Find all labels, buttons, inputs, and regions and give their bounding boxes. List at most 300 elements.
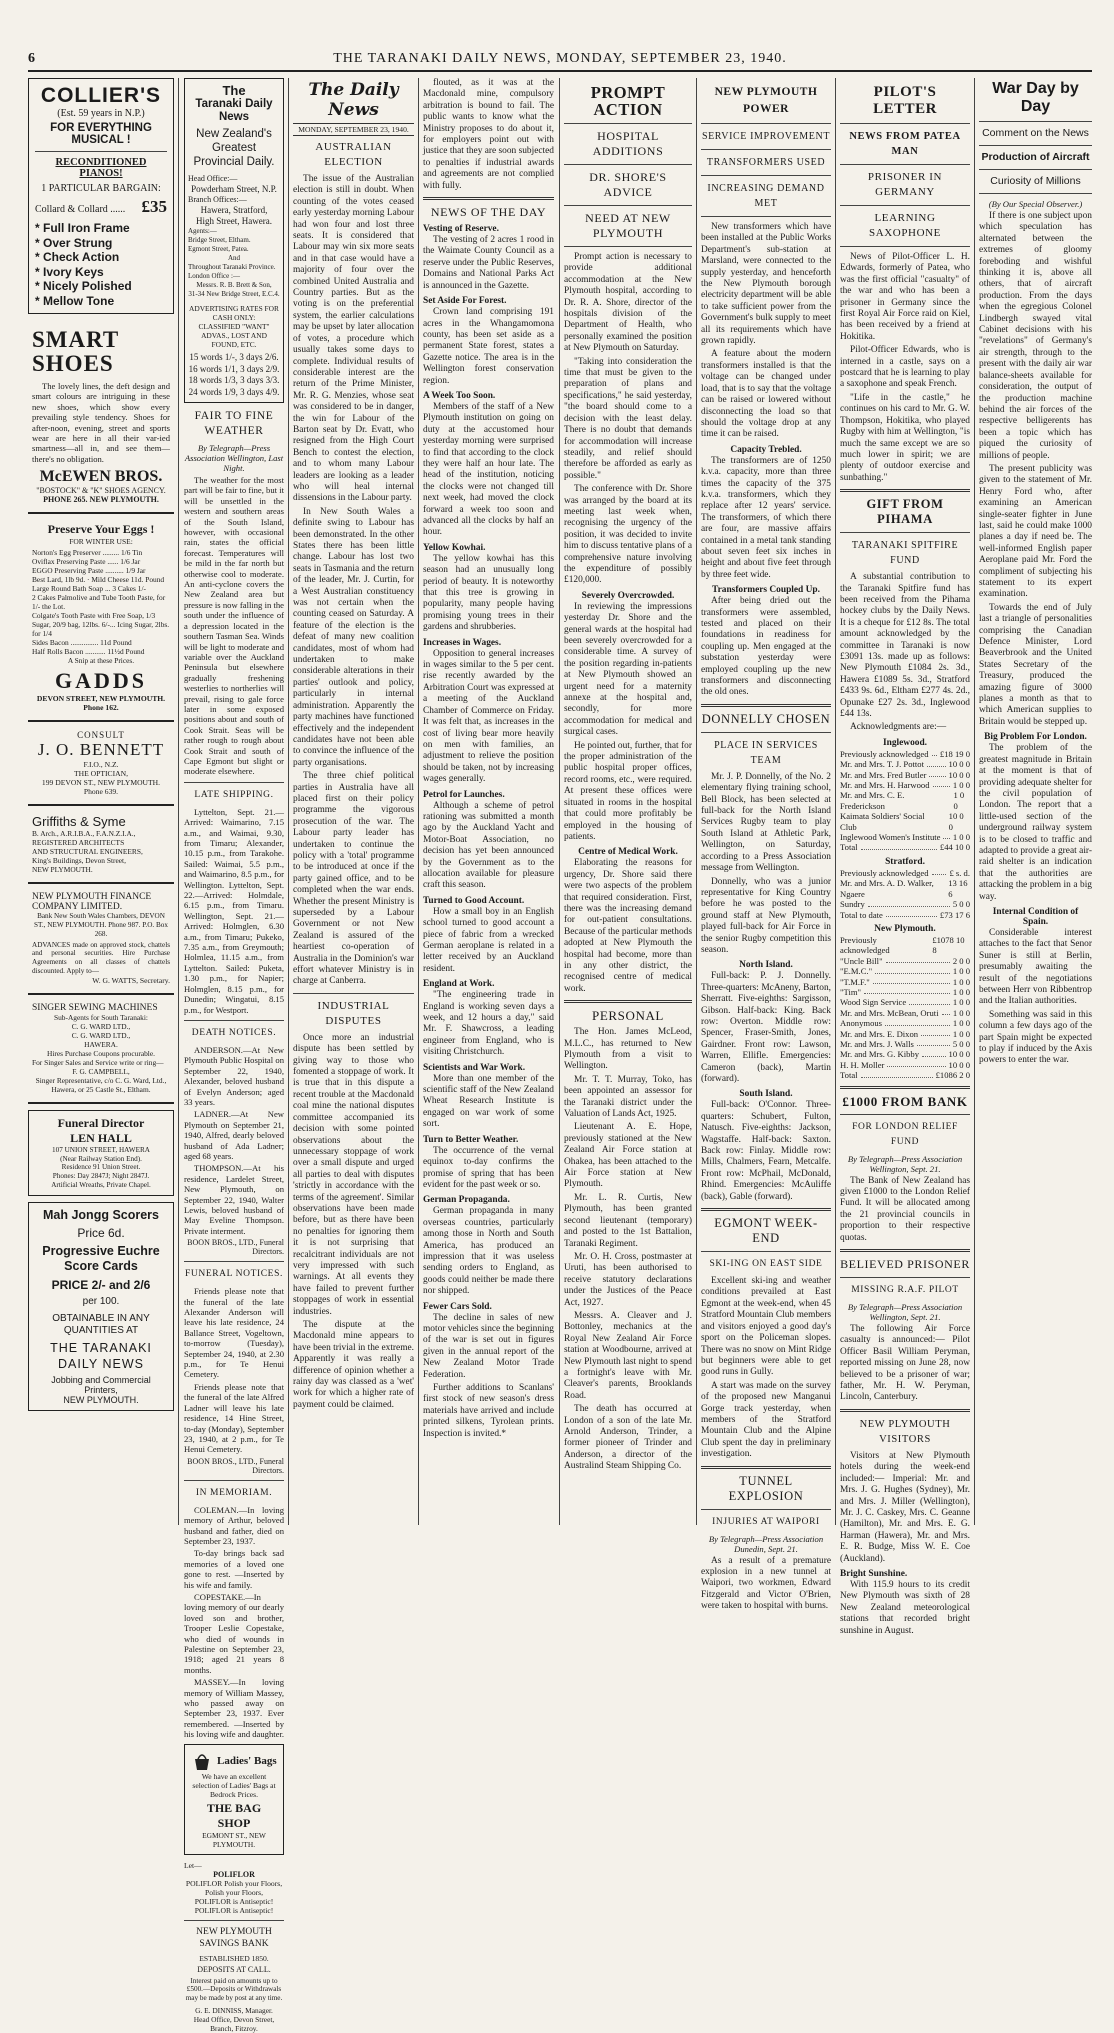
poliflor-line: POLIFLOR	[213, 1869, 255, 1879]
page-masthead	[28, 50, 1092, 72]
eggs-line: Sides Bacon ............... 11d Pound	[32, 638, 132, 648]
article-paragraph: Pilot-Officer Edwards, who is interned in a castle, says on a postcard that he is learning to play a saxophone and speak French.	[840, 345, 970, 390]
war-day-headline: War Day by Day	[992, 80, 1079, 115]
war-day-subhead: Comment on the News	[982, 127, 1089, 139]
shipping-text: Lyttelton, Sept. 21.—Arrived: Waimarino, 7.15 a.m., and Waimai, 9.30, from Timaru; Alexander, 10.15 p.m., from Tarakohe. Sailed: Waimai, 5.5 p.m., and Waimarino, 8.5 p.m., for Wellington. Lyttelton, Sept. 22.—Arrived: Holmdale, 6.15 p.m., from Timaru. Wellington, Sept. 21.—Arrived: Holmglen, 6.30 a.m., from Timaru; Pukeko, 7.35 a.m., from Greymouth; Holmlea, 11.15 a.m., from Lyttelton. Sailed: Puketa, 1.30 p.m., for Napier; Holmglen, 8.15 p.m., for Dunedin; Wingatui, 8.15 p.m., for Westport.	[184, 806, 284, 1015]
colliers-ad	[28, 78, 174, 314]
column-rule	[974, 78, 975, 1525]
savings-bank-ad	[184, 1926, 284, 2033]
article-paragraph: After being dried out the transformers were assembled, tested and placed on their foundations in readiness for coupling up. Men engaged at the substation yesterday were employed coupling up the new transformers and disconnecting the old ones.	[701, 596, 831, 698]
column-rule	[178, 78, 179, 1525]
personal-item: Mr. T. T. Murray, Toko, has been appointed an assessor for the Taranaki district under the Valuation of Lands Act, 1925.	[564, 1074, 692, 1120]
article-paragraph: With 115.9 hours to its credit New Plymouth was sixth of 28 New Zealand meteorological stations that recorded bright sunshine in August.	[840, 1579, 970, 1636]
funeral-headline: FUNERAL NOTICES.	[185, 1269, 283, 1280]
article-paragraph: "Taking into consideration the time that must be given to the preparation of plans and specifications," he said yesterday, "the board should come to a decision with the least delay. There is no doubt that demands for accommodation will increase steadily, and relief should therefore be afforded as early as possible."	[564, 356, 692, 481]
fund-row: Previously acknowledged £18 19 0	[840, 748, 970, 759]
fund-row: Wood Sign Service 1 0 0	[840, 997, 970, 1008]
poliflor-line: Let—	[184, 1860, 202, 1870]
death-notice: LADNER.—At New Plymouth on September 21, 1940, Alfred, dearly beloved husband of Ada Ladner; aged 68 years.	[184, 1109, 284, 1161]
memoriam-notice: COPESTAKE.—In loving memory of our dearly loved son and brother, Trooper Leslie Copestake, who died of wounds in Palestine on September 23, 1918; aged 21 years 8 months.	[184, 1591, 284, 1675]
fund-row: Total £1086 2 0	[840, 1070, 970, 1081]
bag-shop-text: We have an excellent selection of Ladies' Bags at Bedrock Prices.	[192, 1771, 276, 1799]
hospital-subhead: NEED AT NEW PLYMOUTH	[585, 211, 671, 240]
savings-line: Interest paid on amounts up to £500.—Deposits or Withdrawals may be made by post at any time.	[185, 1976, 283, 2003]
singer-line: For Singer Sales and Service write or ring—	[32, 1057, 164, 1067]
bennett-name: J. O. BENNETT	[37, 740, 165, 760]
news-item-text: More than one member of the scientific staff of the New Zealand Wheat Research Institute is engaged on war work of some sort.	[423, 1073, 554, 1130]
bennett-consult: CONSULT	[77, 730, 125, 741]
news-item-heading: Fewer Cars Sold.	[423, 1301, 492, 1312]
eggs-line: Sugar, 20/9 bag, 12lbs. 6/-... Icing Sugar, 2lbs. for 1/4	[32, 620, 170, 639]
office-line: Egmont Street, Patea.	[188, 245, 249, 253]
eggs-line: Best Lard, 1lb 9d. · Mild Cheese 11d. Pound	[32, 575, 165, 585]
article-paragraph: Towards the end of July last a triangle of personalities comprising the Canadian Defence Minister, Lord Beaverbrook and the United States Secretary of the Treasury, produced the amazing figure of 3000 planes a month as that to which American supplies to Britain would be stepped up.	[979, 602, 1092, 727]
funeral-line: (Near Railway Station End).	[60, 1154, 142, 1163]
fund-subheading: New Plymouth.	[874, 923, 936, 934]
rate-line: 18 words 1/3, 3 days 3/3.	[188, 375, 280, 385]
news-item-text: "The engineering trade in England is working seven days a week, and 12 hours a day," said Mr. F. Shawcross, a leading engineer from England, who is visiting Christchurch.	[423, 990, 554, 1058]
fund-row: Mr. and Mrs. McBean, Oruti 1 0 0	[840, 1007, 970, 1018]
article-paragraph: Donnelly, who was a junior representative for King Country before he was posted to the ground staff at New Plymouth, played full-back for Air Force in the senior Rugby competition this season.	[701, 876, 831, 955]
singer-name: SINGER SEWING MACHINES	[32, 1002, 158, 1013]
eggs-line: EGGO Preserving Paste .......... 1/9 Jar	[32, 566, 146, 576]
news-item-text: Further additions to Scanlans' first stock of new season's dress materials have arrived and include printed silkens, Tyrolean prints. Inspection is invited.*	[423, 1383, 554, 1439]
news-item-text: The occurrence of the vernal equinox to-day confirms the promise of spring that has been evident for the past week or so.	[423, 1145, 554, 1190]
disputes-headline: INDUSTRIAL DISPUTES	[317, 999, 390, 1027]
fund-row: H. H. Moller 10 0 0	[840, 1059, 970, 1070]
singer-line: C. G. WARD LTD.,	[71, 1021, 131, 1031]
fund-subheading: Inglewood.	[882, 737, 928, 748]
funeral-director-title: Funeral Director	[57, 1115, 145, 1130]
adv-rates-sub: CLASSIFIED "WANT" ADVAS., LOST AND FOUND, ETC.	[198, 322, 270, 349]
fund-row: Mr. and Mrs. J. Walls 5 0 0	[840, 1038, 970, 1049]
article-subheading: Bright Sunshine.	[840, 1568, 908, 1579]
article-paragraph: The three chief political parties in Australia have all placed first on their policy programme the vigorous prosecution of the war. The Labour party leader has undertaken to continue the policy with a 'total' programme to be introduced at once if the party gained office, and to be completed when the war ends. Whether the present Ministry is superseded by a Labour Government or not New Zealand is assured of the heartiest co-operation of Australia in the Dominion's war effort whatever Ministry is in charge at Canberra.	[293, 771, 414, 987]
news-item-text: The decline in sales of new motor vehicles since the beginning of the war is set out in figures given in the annual report of the New Zealand Motor Trade Federation.	[423, 1312, 554, 1380]
paper-title-line2: Taranaki Daily News	[195, 98, 273, 123]
power-subhead: INCREASING DEMAND MET	[707, 183, 825, 209]
paper-title-line3: New Zealand's Greatest Provincial Daily.	[193, 128, 275, 168]
article-subheading: South Island.	[739, 1089, 793, 1100]
article-paragraph: Visitors at New Plymouth hotels during the week-end included:— Imperial: Mr. and Mrs. J. G. Hughes (Sydney), Mr. and Mrs. J. Miller (Wellington), Mr. J. C. Caskey, Mrs. C. Geanne (Hamilton), Mr. and Mrs. E. G. Harman (Hawera), Mr. and Mrs. E. R. Budge, Miss W. E. Coe (Auckland).	[840, 1450, 970, 1564]
election-headline: AUSTRALIAN ELECTION	[315, 141, 392, 168]
pilot-letter-subhead: PRISONER IN GERMANY	[867, 171, 943, 198]
office-line: Head Office:—	[188, 174, 238, 183]
news-item-text: The yellow kowhai has this season had an unusually long period of beauty. It is noteworthy that this tree is growing in popularity, many people having promising young trees in their gardens and shrubberies.	[423, 553, 554, 633]
office-line: Hawera, Stratford,	[200, 205, 268, 215]
colliers-tagline-1: FOR EVERYTHING	[50, 122, 152, 134]
editorial-masthead: The Daily News	[308, 80, 399, 120]
death-notice: THOMPSON.—At his residence, Lardelet Street, New Plymouth, on September 22, 1940, Walter Lewis, beloved husband of May Eveline Thompson. Private interment.	[184, 1163, 284, 1236]
fund-row: Mr. and Mrs. A. D. Walker, Ngaere 13 16 6	[840, 878, 968, 899]
news-item-text: Opposition to general increases in wages similar to the 5 per cent. rise recently awarded by the Arbitration Court was expressed at a meeting of the Auckland Chamber of Commerce on Friday. It was felt that, as increases in the cost of living bear more heavily on men with families, an adjustment to relieve the position should be taken, not by increasing wages generally.	[423, 648, 554, 785]
power-subhead: TRANSFORMERS USED	[706, 157, 826, 168]
griffiths-line: B. Arch., A.R.I.B.A., F.A.N.Z.I.A.,	[32, 829, 136, 839]
bennett-quals: F.I.O., N.Z.	[83, 760, 119, 770]
boon-signature: BOON BROS., LTD., Funeral Directors.	[187, 1238, 284, 1257]
fund-row: Mr. and Mrs. G. Kibby 10 0 0	[840, 1049, 970, 1060]
column-rule	[835, 78, 836, 1525]
news-item-heading: German Propaganda.	[423, 1195, 510, 1206]
memoriam-notice: To-day brings back sad memories of a loved one gone to rest. —Inserted by his wife and family.	[184, 1548, 284, 1590]
paper-info-box	[184, 78, 284, 403]
funeral-line: 107 UNION STREET, HAWERA	[52, 1145, 150, 1154]
singer-line: Singer Representative, c/o C. G. Ward, Ltd., Hawera, or 25 Castle St., Eltham.	[35, 1075, 167, 1094]
shoes-firm: McEWEN BROS.	[39, 468, 163, 486]
colliers-piano: Collard & Collard ......	[35, 204, 126, 215]
bennett-addr: 199 DEVON ST., NEW PLYMOUTH.	[41, 778, 161, 788]
shoes-title: SMART SHOES	[32, 327, 119, 376]
column-rule	[418, 78, 419, 1525]
fund-row: Mr. and Mrs. T. J. Pottot 10 0 0	[840, 759, 970, 770]
hospital-subhead: DR. SHORE'S ADVICE	[589, 170, 667, 199]
column-pilot-letter	[840, 78, 970, 1636]
news-item-text: German propaganda in many overseas countries, particularly among those in North and South America, has produced an impression that it was useless sending orders to England, as goods could neither be made there nor shipped.	[423, 1206, 554, 1297]
boon-signature: BOON BROS., LTD., Funeral Directors.	[187, 1456, 284, 1475]
shoes-phone: PHONE 265. NEW PLYMOUTH.	[43, 495, 159, 505]
funeral-notice: Friends please note that the funeral of the late Alfred Ladner will leave his late residence, 14 Hine Street, to-day (Monday), September 23, 1940, at 2 p.m., for Te Henui Cemetery.	[184, 1381, 284, 1455]
article-paragraph: The issue of the Australian election is still in doubt. When counting of the votes ceased early yesterday morning Labour had won four and lost three seats. It is considered that Labour may win six more seats and in that case would have a majority of four over the combined United Australia and Country parties. But as the voting is on the preferential system, the earlier calculations may be upset by later allocation of votes, a procedure which usually takes some days to complete. Individual results of considerable interest are the return of the Prime Minister, Mr. R. G. Menzies, whose seat was considered to be in danger, the win for Labour of the Barton seat by Dr. Evatt, who resigned from the High Court Bench to contest the election, and to whom many Labour leaders are looking as a leader who will heal internal dissensions in the Labour party.	[293, 174, 414, 504]
pilot-letter-subhead: NEWS FROM PATEA MAN	[849, 131, 961, 157]
fund-row: Previously acknowledged £ s. d.	[840, 867, 970, 878]
donnelly-subhead: PLACE IN SERVICES TEAM	[714, 739, 818, 766]
personal-item: Mr. O. H. Cross, postmaster at Uruti, has been authorised to receive statutory declarations under the Justices of the Peace Act, 1927.	[564, 1251, 692, 1308]
article-paragraph: The dispute at the Macdonald mine appears to have been trivial in the extreme. Apparently it was really a difference of opinion whether a rainy day was classed as a 'wet' work for which a higher rate of payment could be claimed.	[293, 1320, 414, 1410]
gift-headline: GIFT FROM PIHAMA	[866, 497, 944, 527]
colliers-bargain: 1 PARTICULAR BARGAIN:	[41, 183, 161, 194]
death-notice: ANDERSON.—At New Plymouth Public Hospital on September 22, 1940, Alexander, beloved husband of Evelyn Anderson; aged 33 years.	[184, 1044, 284, 1107]
office-line: Branch Offices:—	[188, 195, 247, 204]
hospital-headline: PROMPT ACTION	[590, 83, 666, 119]
colliers-est: (Est. 59 years in N.P.)	[57, 108, 145, 119]
personal-headline: PERSONAL	[592, 1008, 664, 1024]
singer-line: HAWERA.	[84, 1039, 118, 1049]
fund-row: Mr. and Mrs. E. Dixon 1 0 0	[840, 1028, 970, 1039]
savings-line: Head Office, Devon Street, Branch, Fitzroy.	[193, 2015, 275, 2033]
news-item-heading: Turn to Better Weather.	[423, 1134, 519, 1145]
news-item-text: How a small boy in an English school turned to good account a piece of fabric from a wrecked German aeroplane is related in a letter received by an Auckland resident.	[423, 906, 554, 974]
article-paragraph: Mr. J. P. Donnelly, of the No. 2 elementary flying training school, Bell Block, has been selected at full-back for the North Island Services Rugby team to play South Island at Athletic Park, Wellington, on Saturday, according to a Press Association message from Wellington.	[701, 771, 831, 874]
singer-line: C. G. WARD LTD.,	[71, 1030, 131, 1040]
griffiths-line: AND STRUCTURAL ENGINEERS,	[32, 847, 143, 857]
news-item-text: Crown land comprising 191 acres in the Whangamomona county, has been set aside as a permanent State forest, states a Gazette notice. The area is in the Wellington forest conservation region.	[423, 307, 554, 386]
article-subheading: Capacity Trebled.	[730, 444, 802, 455]
feature-item: * Nicely Polished	[35, 279, 132, 293]
feature-item: * Over Strung	[35, 235, 113, 250]
griffiths-line: King's Buildings, Devon Street,	[32, 856, 126, 866]
news-of-day-headline: NEWS OF THE DAY	[430, 205, 547, 220]
feature-item: * Full Iron Frame	[35, 221, 130, 235]
prisoner-subhead: MISSING R.A.F. PILOT	[851, 1285, 959, 1296]
article-subheading: Severely Overcrowded.	[581, 590, 675, 601]
finance-name: NEW PLYMOUTH FINANCE COMPANY LIMITED.	[32, 892, 152, 913]
bank-headline: £1000 FROM BANK	[842, 1093, 968, 1109]
visitors-headline: NEW PLYMOUTH VISITORS	[859, 1418, 951, 1445]
fund-row: "Tim" 1 0 0	[840, 986, 970, 997]
article-paragraph: A substantial contribution to the Taranaki Spitfire fund has been received from the Pihama hockey clubs by the Daily News. It is a cheque for £12 8s. The total amount acknowledged by the committee in Taranaki is now £3091 13s. made up as follows: New Plymouth £1084 2s. 3d., Hawera £1089 5s. 3d., Stratford £433 9s. 6d., Eltham £277 4s. 2d., Opunake £27 2s. 3d., Inglewood £44 13s.	[840, 572, 970, 719]
news-item-text: Although a scheme of petrol rationing was submitted a month ago by the Auckland Yacht and Motor-Boat Association, no decision has yet been announced by the Government as to the allocation available for pleasure craft this season.	[423, 800, 554, 891]
fund-row: Anonymous 1 0 0	[840, 1018, 970, 1029]
finance-text: Bank New South Wales Chambers, DEVON ST., NEW PLYMOUTH. Phone 987. P.O. Box 268.	[34, 912, 168, 938]
shoes-agency: "BOSTOCK" & "K" SHOES AGENCY.	[36, 486, 166, 496]
savings-line: DEPOSITS AT CALL.	[197, 1964, 271, 1974]
article-paragraph: Considerable interest attaches to the fact that Senor Suner is still at Berlin, presumably awaiting the result of the negotiations between Herr von Ribbentrop and the Italian authorities.	[979, 927, 1092, 1007]
article-paragraph: In New South Wales a definite swing to Labour has been demonstrated. In the other States there has been little change. Labour has lost two seats in Tasmania and the return of the leader, Mr. J. Curtin, for a West Australian constituency was not certain when the counting ceased on Saturday. A feature of the election is the defeat of many new coalition candidates, most of whom had undertaken to make considerable alterations in their parties' outlook and policy, particularly in internal administration. Apparently the party machines have functioned effectively and the independent candidates have not been able to convince the influence of the party organisations.	[293, 506, 414, 768]
euchre-price: PRICE 2/- and 2/6	[51, 1277, 151, 1292]
fund-row: Total to date £73 17 6	[840, 909, 970, 920]
fund-row: Total £44 10 0	[840, 842, 970, 853]
newspaper-header-title: THE TARANAKI DAILY NEWS, MONDAY, SEPTEMBER 23, 1940.	[333, 51, 787, 66]
article-paragraph: The present publicity was given to the statement of Mr. Henry Ford who, after examining an American single-seater fighter in June last, said he could make 1000 planes a day if need be. The well-informed English paper Aeroplane paid Mr. Ford the compliment of subjecting his statement to its expert examination.	[979, 463, 1092, 600]
fund-row: Mr. and Mrs. Fred Butler 10 0 0	[840, 769, 970, 780]
office-line: Agents:—	[188, 227, 217, 235]
pilot-letter-subhead: LEARNING SAXOPHONE	[868, 212, 942, 239]
news-item-text: Members of the staff of a New Plymouth institution on going on duty at the accustomed hour yesterday morning were surprised to find that according to the clock they were half an hour late. The head of the institution, noticing the clocks were not changed till next week, had moved the clock forward a week too soon and advanced all the clocks by half an hour.	[423, 401, 554, 538]
article-paragraph: A feature about the modern transformers installed is that the voltage can be changed under load, that is to say that the voltage can be raised or lowered without disconnecting the load so that should the voltage drop at any time it can be raised.	[701, 349, 831, 440]
column-advertisements-left	[28, 78, 174, 1525]
column-notices	[184, 78, 285, 2033]
obtainable-paper: THE TARANAKI DAILY NEWS	[50, 1340, 152, 1371]
poliflor-line: POLIFLOR is Antiseptic!	[194, 1905, 274, 1915]
prisoner-byline: By Telegraph—Press Association Wellington, Sept. 21.	[847, 1302, 963, 1323]
power-subhead: SERVICE IMPROVEMENT	[701, 131, 831, 142]
eggs-line: Half Rolls Bacon ........... 11½d Pound	[32, 647, 145, 657]
article-subheading: North Island.	[739, 960, 793, 971]
finance-ad	[28, 884, 174, 995]
hospital-subhead: HOSPITAL ADDITIONS	[592, 129, 664, 158]
article-paragraph: As a result of a premature explosion in a new tunnel at Waipori, two workmen, Edward Fitzgerald and Victor O'Brien, were taken to hospital with burns.	[701, 1555, 831, 1612]
article-paragraph: The transformers are of 1250 k.v.a. capacity, more than three times the capacity of the 375 k.v.a. transformers, which they replace after 12 years' service. The transformers, of which there are four, are massive affairs contained in a metal tank standing about seven feet six inches in height and about five feet through by three feet wide.	[701, 455, 831, 580]
memoriam-headline: IN MEMORIAM.	[195, 1487, 273, 1498]
feature-item: * Ivory Keys	[35, 264, 104, 279]
mahjong-ad	[28, 1202, 174, 1411]
news-item-heading: Set Aside For Forest.	[423, 296, 507, 307]
bank-subhead: FOR LONDON RELIEF FUND	[852, 1121, 958, 1147]
bennett-ad	[28, 722, 174, 806]
egmont-headline: EGMONT WEEK-END	[714, 1216, 818, 1246]
editorial-date: MONDAY, SEPTEMBER 23, 1940.	[293, 123, 414, 136]
article-paragraph: If there is one subject upon which speculation has alternated between the extremes of gloomy foreboding and wishful thinking it is, above all others, that of aircraft production. From the days when the egregious Colonel Lindbergh swayed vital Cabinet decisions with his "revelations" of Germany's air strength, through to the present with the daily air war balance-sheets available for consideration, the output of the production machine behind the air forces of the respective belligerents has been a topic which has piqued the curiosity of millions of people.	[979, 211, 1092, 461]
page-number: 6	[28, 51, 35, 66]
fund-row: Kaimata Soldiers' Social Club 10 0 0	[840, 811, 964, 832]
news-item-heading: Yellow Kowhai.	[423, 542, 486, 553]
article-paragraph: New transformers which have been installed at the Public Works Department's sub-station at Marsland, were connected to the supply yesterday, and henceforth the New Plymouth borough electricity department will be able to take sufficient power from the Government's bulk supply to meet all its requirements which have grown rapidly.	[701, 222, 831, 347]
donnelly-headline: DONNELLY CHOSEN	[701, 711, 831, 726]
article-paragraph: News of Pilot-Officer L. H. Edwards, formerly of Patea, who was the first official "casualty" of the war and who has been a prisoner in Germany since the first Royal Air Force raid on Kiel, has been received by a friend at Hokitika.	[840, 252, 970, 342]
office-line: London Office :—	[188, 272, 240, 280]
article-subheading: Centre of Medical Work.	[578, 847, 678, 858]
egmont-subhead: SKI-ING ON EAST SIDE	[709, 1259, 823, 1270]
column-rule	[288, 78, 289, 1525]
bennett-role: THE OPTICIAN,	[74, 769, 128, 779]
news-item-heading: Turned to Good Account.	[423, 895, 525, 906]
handbag-icon	[191, 1750, 213, 1772]
article-paragraph: He pointed out, further, that for the proper administration of the public hospital proper offices, record rooms, etc., were required. At present these offices were situated in rooms in the hospital that could more profitably be employed in the housing of patients.	[564, 740, 692, 842]
rate-line: 24 words 1/9, 3 days 4/9.	[188, 386, 280, 397]
article-paragraph: The Bank of New Zealand has given £1000 to the London Relief Fund. It will be allocated among the 21 provincial councils in proportion to their respective quotas.	[840, 1175, 970, 1243]
news-item-text: The vesting of 2 acres 1 rood in the Waimate County Council as a reserve under the Public Reserves, Domains and National Parks Act is announced in the Gazette.	[423, 235, 554, 291]
griffiths-line: NEW PLYMOUTH.	[32, 865, 93, 875]
fund-row: Previously acknowledged £1078 10 8	[840, 934, 965, 956]
funeral-director-ad	[28, 1110, 174, 1196]
funeral-line: Artificial Wreaths, Private Chapel.	[51, 1181, 151, 1190]
feature-item: * Check Action	[35, 250, 120, 264]
obtainable-loc: NEW PLYMOUTH.	[63, 1394, 139, 1405]
power-headline: NEW PLYMOUTH POWER	[714, 86, 818, 115]
eggs-line: Norton's Egg Preserver ......... 1/6 Tin	[32, 548, 143, 558]
war-day-subhead: Curiosity of Millions	[990, 175, 1081, 187]
poliflor-line: Polish your Floors,	[204, 1887, 264, 1897]
bag-shop-addr: EGMONT ST., NEW PLYMOUTH.	[202, 1830, 266, 1849]
deaths-headline: DEATH NOTICES.	[191, 1027, 277, 1038]
article-paragraph: Excellent ski-ing and weather conditions prevailed at East Egmont at the week-end, when 45 Stratford Mountain Club members and visitors enjoyed a good day's sport on the Policeman slopes. There was no snow on Mint Ridge but beginners were able to get good runs in Gully.	[701, 1276, 831, 1378]
paper-title-line1: The	[222, 83, 246, 98]
bag-shop-name: THE BAG SHOP	[206, 1800, 262, 1830]
war-day-byline: (By Our Special Observer.)	[988, 199, 1083, 209]
colliers-name: COLLIER'S	[40, 84, 162, 107]
singer-ad	[28, 995, 174, 1104]
euchre-per: per 100.	[82, 1295, 120, 1307]
eggs-line: Oviflax Preserving Paste ...... 1/6 Jar	[32, 557, 141, 567]
weather-headline: FAIR TO FINE WEATHER	[194, 410, 274, 437]
colliers-features	[35, 221, 167, 308]
article-subheading: Internal Condition of Spain.	[992, 906, 1079, 927]
news-item-heading: Petrol for Launches.	[423, 789, 505, 800]
mahjong-title: Mah Jongg Scorers	[43, 1207, 159, 1222]
personal-item: Mr. L. R. Curtis, New Plymouth, has been granted second lieutenant (temporary) and posted to the 1st Battalion, Taranaki Regiment.	[564, 1192, 692, 1249]
finance-adv: ADVANCES made on approved stock, chattels and personal securities. Hire Purchase Agreements on all classes of chattels discounted. Apply to—	[32, 940, 170, 976]
griffiths-ad	[28, 806, 174, 884]
singer-line: Hires Purchase Coupons procurable.	[47, 1048, 155, 1058]
bag-shop-ad	[184, 1744, 284, 1855]
article-paragraph: Elaborating the reasons for urgency, Dr. Shore said there were two aspects of the problem that required consideration. First, there was the increasing demand for out-patient consultations. Because of the particular methods adopted at New Plymouth the hospital had become, more than in any other district, the recognised centre of medical work.	[564, 858, 692, 994]
fund-row: "Uncle Bill" 2 0 0	[840, 955, 970, 966]
griffiths-name: Griffiths & Syme	[32, 814, 126, 830]
eggs-sub: FOR WINTER USE:	[69, 537, 133, 547]
office-line: Throughout Taranaki Province.	[188, 263, 276, 271]
tunnel-byline: By Telegraph—Press Association Dunedin, Sept. 21.	[708, 1533, 824, 1554]
office-line: 31-34 New Bridge Street, E.C.4.	[188, 290, 280, 298]
fund-row: Mr. and Mrs. H. Harwood 1 0 0	[840, 780, 970, 791]
funeral-director-name: LEN HALL	[70, 1130, 132, 1145]
spitfire-subhead: TARANAKI SPITFIRE FUND	[851, 540, 959, 567]
memoriam-notice: MASSEY.—In loving memory of William Massey, who passed away on September 23, 1937. Ever remembered. —Inserted by his loving wife and daughter.	[184, 1677, 285, 1740]
weather-text: The weather for the most part will be fair to fine, but it will be unsettled in the western and southern areas of the South Island, however, with occasional rain, states the official forecast. Temperatures will be mild in the far north but otherwise cool to moderate. An anti-cyclone covers the New Zealand area but pressure is now falling in the south under the influence of a depression located in the southern Tasman Sea. Winds will be light to moderate and variable over the Auckland Peninsula but elsewhere gradually freshening westerlies to northerlies will prevail, rising to gale force later in some exposed positions about and south of Cook Strait. Seas will be rather rough to rough about Cook Strait and south of Cape Egmont but slight or moderate elsewhere.	[184, 475, 284, 777]
column-rule	[696, 78, 697, 1525]
shipping-headline: LATE SHIPPING.	[194, 789, 274, 800]
office-line: Messrs. R. B. Brett & Son,	[196, 281, 272, 289]
eggs-line: Large Round Bath Soap ... 3 Cakes 1/-	[32, 584, 146, 594]
bag-shop-head: Ladies' Bags	[217, 1754, 277, 1767]
fund-subheading: Stratford.	[885, 856, 925, 867]
column-rule	[559, 78, 560, 1525]
colliers-reconditioned: RECONDITIONED PIANOS!	[55, 157, 147, 179]
rate-line: 15 words 1/-, 3 days 2/6.	[189, 352, 279, 362]
article-paragraph: "Life in the castle," he continues on his card to Mr. G. W. Thompson, Hokitika, who played Rugby with him at Wellington, "is much the same except we are so much lower in spirit; we are plenty of outdoor exercise and sunbathing."	[840, 392, 970, 483]
article-paragraph: The conference with Dr. Shore was arranged by the board at its meeting last week when, recognising the urgency of the position, it was decided to invite him to discuss tentative plans of a comprehensive nature involving the expenditure of possibly £120,000.	[564, 484, 692, 586]
obtainable-job: Jobbing and Commercial Printers,	[51, 1374, 151, 1395]
article-subheading: Transformers Coupled Up.	[712, 585, 820, 596]
gadds-firm: GADDS	[54, 668, 147, 694]
column-power	[701, 78, 831, 1612]
team-list: Full-back: P. J. Donnelly. Three-quarters: McAneny, Barton, Sherratt. Five-eighths: Sargisson, Gibson. Half-back: King. Back row: Overton. Middle row: Spencer, Fraser-Smith, Jones, Gairdner. Front row: Lawson, Warren, Ellifle. Emergencies: Cameron (back), Martin (forward).	[701, 971, 831, 1084]
colliers-tagline-2: MUSICAL !	[71, 134, 131, 146]
pilot-letter-headline: PILOT'S LETTER	[873, 84, 937, 117]
shoes-text: The lovely lines, the deft design and smart colours are intriguing in these new shoes, which show every prevailing style tendency. Shoes for after-noon, evening, street and sports wear are here in all their var-ied smartness—all in, and see them—there's no obligation.	[32, 381, 170, 464]
obtainable-text: OBTAINABLE IN ANY QUANTITIES AT	[52, 1312, 150, 1336]
article-paragraph: The following Air Force casualty is announced:— Pilot Officer Basil William Peryman, reported missing on June 28, now believed to be a prisoner of war; father, Mr. H. W. Peryman, Lincoln, Canterbury.	[840, 1324, 970, 1403]
fund-row: Mr. and Mrs. C. E. Frederickson 1 0 0	[840, 790, 965, 811]
euchre-title: Progressive Euchre Score Cards	[42, 1243, 160, 1273]
office-line: Bridge Street, Eltham.	[188, 236, 251, 244]
bank-byline: By Telegraph—Press Association Wellington, Sept. 21.	[847, 1153, 963, 1174]
funeral-line: Residence 91 Union Street.	[61, 1163, 141, 1172]
fund-row: Inglewood Women's Institute 1 0 0	[840, 832, 970, 843]
weather-byline: By Telegraph—Press Association Wellington, Last Night.	[184, 443, 284, 473]
griffiths-line: REGISTERED ARCHITECTS	[32, 838, 125, 848]
team-list: Full-back: O'Connor. Three-quarters: Schubert, Fulton, Natusch. Five-eighths: Jackson, Wagstaffe. Half-back: Saxton. Back row: Finlay. Middle row: Mills, Chalmers, Fearn, Metcalfe. Front row: McPhail, McDonald, Rhind. Emergencies: McAuliffe (back), Gable (forward).	[701, 1100, 831, 1202]
gadds-ad	[28, 514, 174, 722]
gadds-addr: DEVON STREET, NEW PLYMOUTH. Phone 162.	[36, 694, 166, 713]
poliflor-line: POLIFLOR is Antiseptic!	[194, 1896, 274, 1906]
news-item-heading: Increases in Wages.	[423, 637, 502, 648]
news-item-heading: England at Work.	[423, 979, 495, 990]
article-paragraph: Once more an industrial dispute has been settled by giving way to those who fomented a stoppage of work. It is true that in this dispute a recent trouble at the Macdonald coal mine the national disputes committee accompanied its decision with some pointed observations about the unnecessary stoppage of work over a small dispute and urged all parties to deal with disputes 'strictly in accordance with the terms of the agreement'. Similar observations have been made before, but as there have been no penalties for ignoring them it is not surprising that recalcitrant individuals are not very impressed with such warnings. At all events they have failed to prevent further stoppages of work in essential industries.	[293, 1032, 414, 1317]
finance-sig: W. G. WATTS, Secretary.	[92, 975, 170, 985]
funeral-line: Phones: Day 2847J; Night 2847J.	[52, 1172, 150, 1181]
column-editorial	[293, 78, 414, 1525]
personal-item: The Hon. James McLeod, M.L.C., has returned to New Plymouth from a visit to Wellington.	[564, 1027, 692, 1072]
news-item-heading: A Week Too Soon.	[423, 390, 496, 401]
fund-row: Sundry 5 0 0	[840, 899, 970, 910]
news-item-heading: Scientists and War Work.	[423, 1062, 526, 1073]
funeral-notice: Friends please note that the funeral of the late Alexander Anderson will leave his late residence, 24 Ballance Street, Vogeltown, to-morrow (Tuesday), September 24, 1940, at 2.30 p.m., for Te Henui Cemetery.	[184, 1286, 284, 1380]
prisoner-headline: BELIEVED PRISONER	[840, 1257, 970, 1272]
fund-row: "E.M.C." 1 0 0	[840, 966, 970, 977]
mahjong-price: Price 6d.	[77, 1225, 125, 1240]
rate-line: 16 words 1/1, 3 days 2/9.	[188, 363, 280, 374]
column-war-day-by-day	[979, 78, 1092, 1525]
article-paragraph: Acknowledgments are:—	[850, 722, 947, 733]
adv-rates-title: ADVERTISING RATES FOR CASH ONLY:	[189, 304, 279, 322]
article-paragraph: The problem of the greatest magnitude in Britain at the moment is that of providing adequate shelter for the civil population of London. The report that a little-used section of the underground railway system is to be closed to traffic and adapted to provide a great air-raid shelter is an indication that the authorities are attacking the problem in a big way.	[979, 743, 1092, 902]
poliflor-ad	[184, 1861, 284, 1915]
eggs-line: A Snip at these Prices.	[67, 656, 135, 666]
tunnel-headline: TUNNEL EXPLOSION	[728, 1473, 804, 1503]
fund-row: "T.M.F." 1 0 0	[840, 976, 970, 987]
eggs-list	[32, 548, 170, 665]
column-news-of-day	[423, 78, 554, 1525]
column-hospital	[564, 78, 692, 1525]
article-paragraph: A start was made on the survey of the proposed new Manganui Gorge track yesterday, when members of the Stratford Mountain Club and the Alpine Club spent the day in preliminary investigation.	[701, 1380, 831, 1460]
singer-line: Sub-Agents for South Taranaki:	[54, 1012, 148, 1022]
personal-item: The death has occurred at London of a son of the late Mr. Arnold Anderson, Trinder, a former pioneer of Trinder and Anderson, a director of the Australind Steam Shipping Co.	[564, 1404, 692, 1472]
personal-item: Messrs. A. Cleaver and J. Bottonley, mechanics at the Royal New Zealand Air Force station at Woodbourne, arrived at New Plymouth last night to spend a fortnight's leave with Mr. Cleaver's parents, Brooklands Road.	[564, 1310, 692, 1401]
singer-line: F. G. CAMPBELL,	[72, 1066, 130, 1076]
article-paragraph: flouted, as it was at the Macdonald mine, compulsory arbitration is bound to fail. The public wants to know what the Ministry proposes to do about it, for employers point out with justice that they are soon subjected to penalties if industrial awards and agreements are not complied with fully.	[423, 78, 554, 191]
eggs-line: Colgate's Tooth Paste with Free Soap, 1/3	[32, 611, 156, 621]
savings-line: G. E. DINNISS, Manager.	[195, 2006, 273, 2016]
eggs-line: 2 Cakes Palmolive and Tube Tooth Paste, for 1/- the Lot.	[32, 593, 166, 612]
savings-bank-name: NEW PLYMOUTH SAVINGS BANK	[196, 1926, 272, 1949]
bennett-phone: Phone 639.	[83, 787, 119, 797]
colliers-price: £35	[141, 197, 167, 216]
savings-line: ESTABLISHED 1850.	[199, 1953, 269, 1963]
smart-shoes-ad	[28, 320, 174, 514]
personal-item: Lieutenant A. E. Hope, previously stationed at the New Zealand Air Force station at Ohakea, has been attached to the Air Force station at New Plymouth.	[564, 1122, 692, 1190]
office-line: And	[227, 254, 241, 262]
office-line: Powderham Street, N.P.	[191, 184, 277, 194]
